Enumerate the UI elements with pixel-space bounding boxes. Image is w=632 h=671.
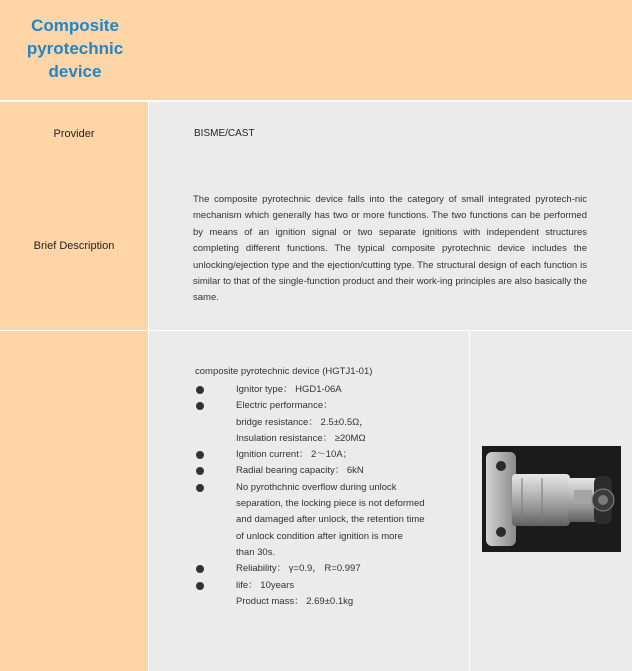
spec-line: Reliability： γ=0.9， R=0.997 [236, 563, 361, 575]
spec-item [193, 578, 463, 594]
bullet-icon [193, 382, 236, 398]
spec-lines [236, 382, 463, 398]
description-text: The composite pyrotechnic device falls into the category of small integrated pyrotech-nic mechanism which generally has two or more functions. The two functions can be performed by means of an ignition signal or two separate ignitions with independent structures completing different functions. The typical composite pyrotechnic device includes the unlocking/ejection type and the ejection/cutting type. The structural design of each function is similar to that of the single-function product and their work-ing principles are also basically the same. [193, 194, 587, 304]
spec-item [193, 480, 463, 561]
spec-line: Insulation resistance： ≥20MΩ [236, 432, 366, 444]
spec-item [193, 382, 463, 398]
spec-lines [236, 398, 463, 447]
spec-line: Ignitor type： HGD1-06A [236, 384, 342, 395]
spec-lines [236, 561, 463, 577]
bullet-icon [193, 398, 236, 447]
spec-item [193, 398, 463, 447]
spec-line: bridge resistance： 2.5±0.5Ω， [236, 416, 369, 428]
spec-lines [236, 447, 463, 463]
spec-line: No pyrothchnic overflow during unlock [236, 481, 397, 493]
spec-list [193, 382, 463, 610]
provider-value: BISME/CAST [194, 128, 255, 139]
spec-item [193, 463, 463, 479]
spec-line: of unlock condition after ignition is more [236, 530, 403, 542]
spec-lines [236, 480, 463, 561]
provider-label: Provider [53, 128, 95, 140]
title-cell [0, 0, 632, 100]
spec-line: life： 10years [236, 579, 295, 591]
bullet-icon [193, 463, 236, 479]
spec-line: Ignition current： 2～10A； [236, 449, 353, 461]
spec-item [193, 561, 463, 577]
bullet-icon [193, 480, 236, 561]
title-line: Composite [31, 16, 119, 35]
spec-line: Product mass： 2.69±0.1kg [236, 595, 354, 607]
title-line: pyrotechnic [26, 39, 124, 58]
bullet-spacer [193, 594, 236, 610]
description-label: Brief Description [33, 240, 115, 252]
page-title [14, 14, 136, 83]
bullet-icon [193, 578, 236, 594]
title-line: device [48, 62, 102, 81]
bullet-icon [193, 561, 236, 577]
spec-line: Radial bearing capacity： 6kN [236, 465, 364, 477]
spec-item [193, 594, 463, 610]
spec-line: than 30s. [236, 546, 276, 558]
spec-lines [236, 578, 463, 594]
spec-label-cell [0, 331, 148, 671]
bullet-icon [193, 447, 236, 463]
spec-item [193, 447, 463, 463]
spec-lines [236, 594, 463, 610]
product-photo [482, 446, 621, 552]
spec-line: separation, the locking piece is not deformed [236, 498, 425, 510]
spec-line: Electric performance： [236, 400, 333, 412]
spec-title: composite pyrotechnic device (HGTJ1-01) [195, 366, 373, 377]
spec-lines [236, 463, 463, 479]
spec-line: and damaged after unlock, the retention time [236, 514, 425, 526]
